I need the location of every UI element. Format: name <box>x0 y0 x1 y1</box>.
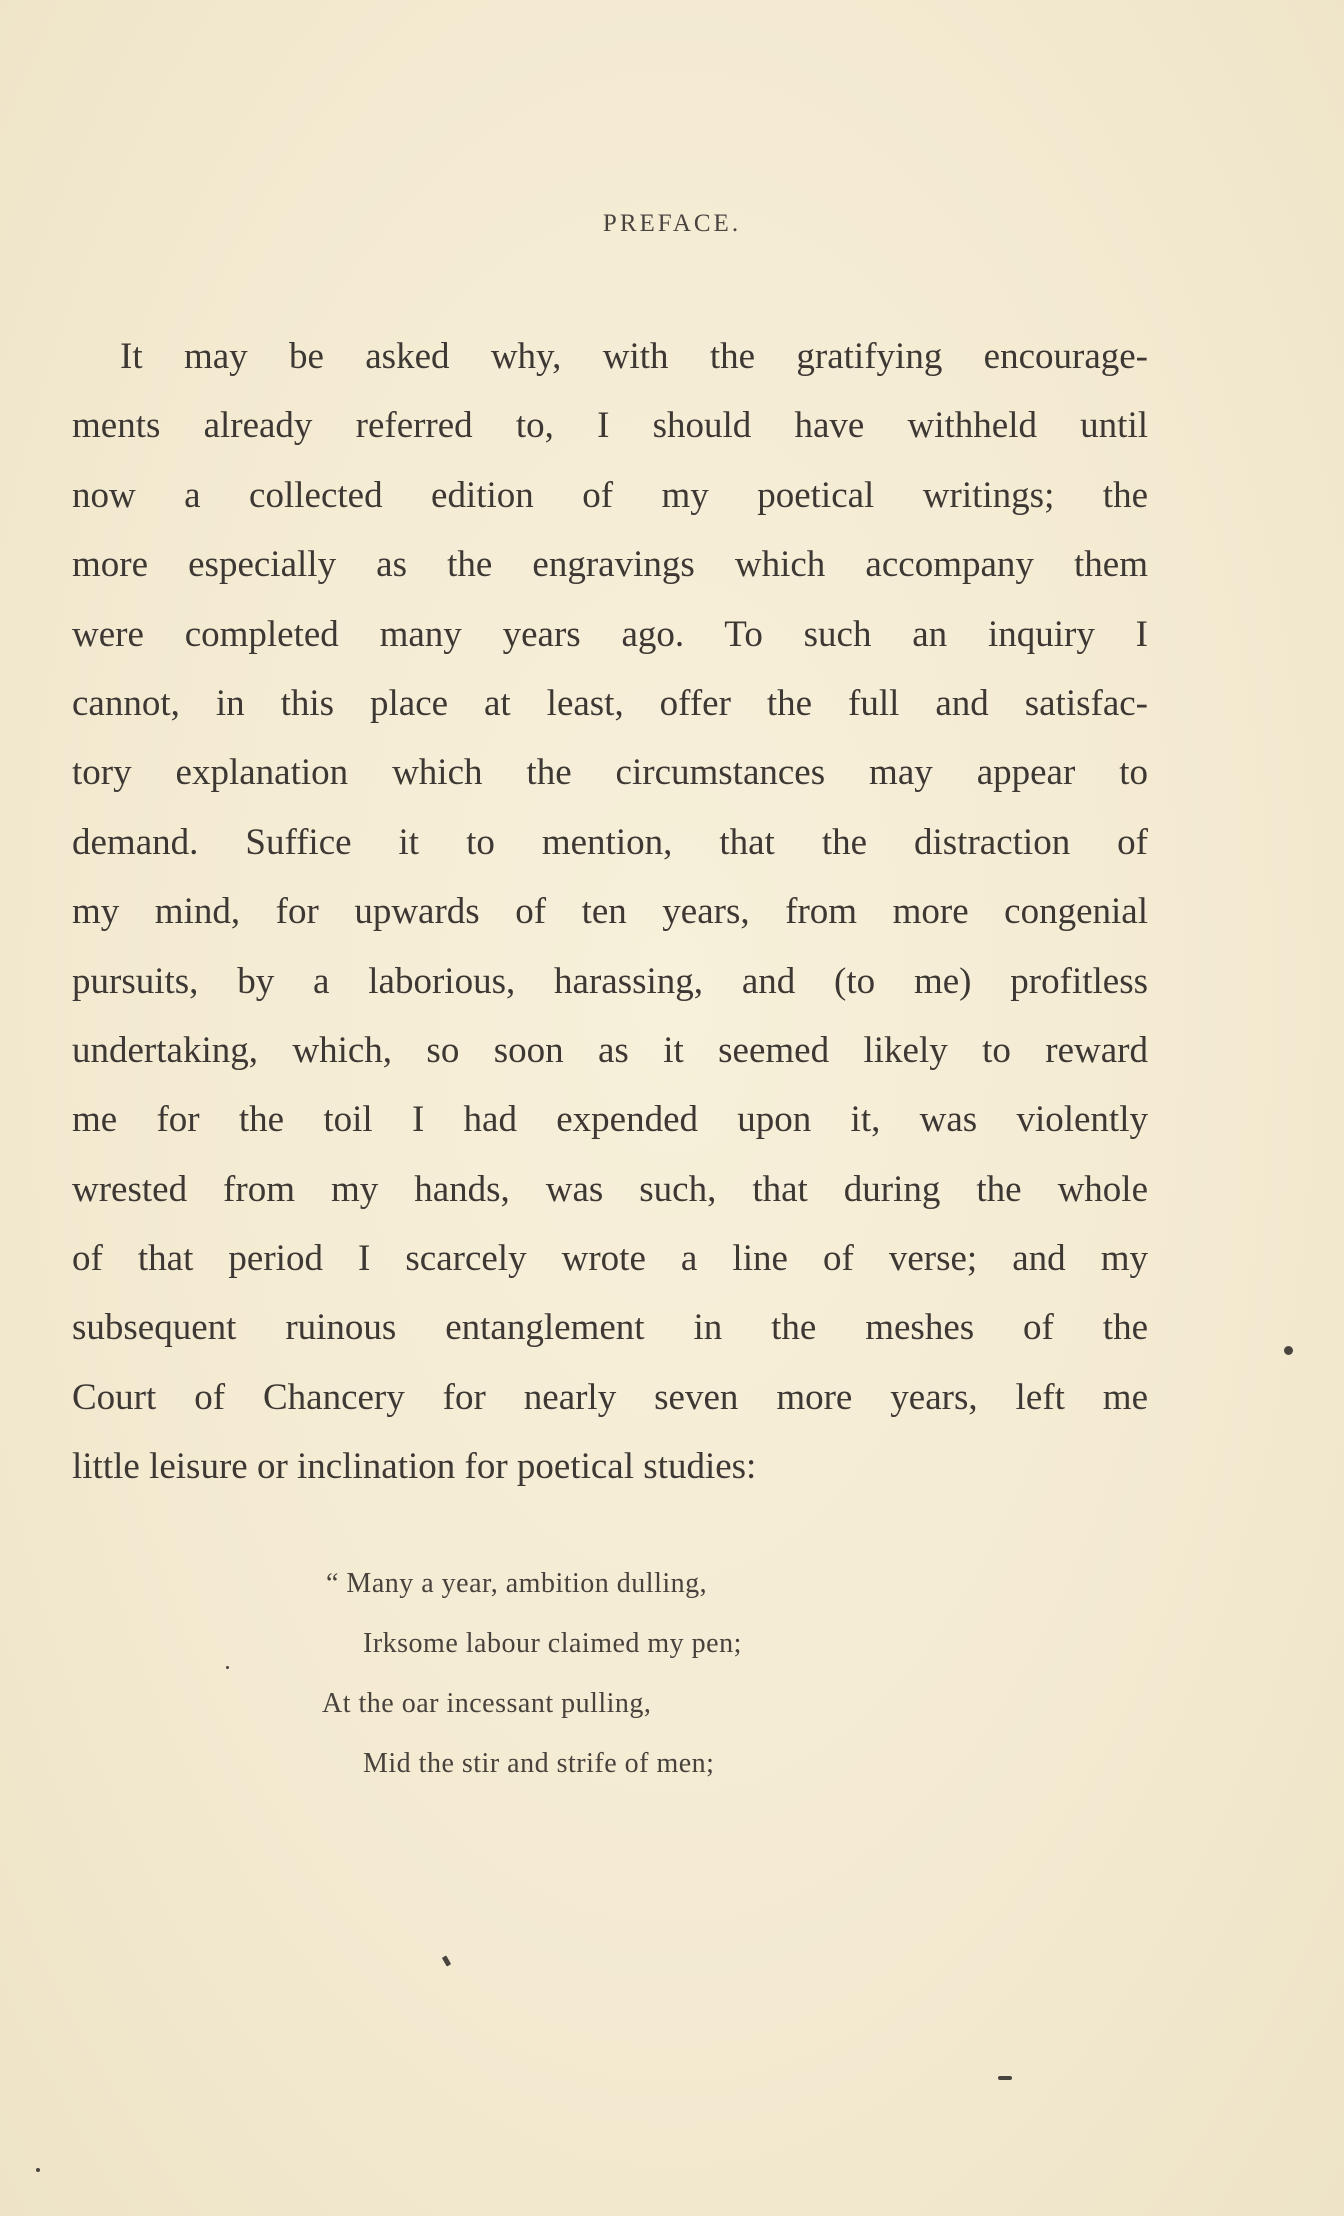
paragraph-line: my mind, for upwards of ten years, from more congenial <box>72 891 1148 933</box>
paragraph-line: cannot, in this place at least, offer the full and satisfac- <box>72 682 1148 724</box>
paragraph-line: of that period I scarcely wrote a line of verse; and my <box>72 1238 1148 1280</box>
page-heading: PREFACE. <box>602 210 742 237</box>
paragraph-line: It may be asked why, with the gratifying encourage- <box>120 336 1148 377</box>
paragraph-line: little leisure or inclination for poetical studies: <box>72 1446 757 1488</box>
ink-speck <box>36 2168 40 2172</box>
ink-speck <box>998 2076 1012 2080</box>
paragraph-line: me for the toil I had expended upon it, was violently <box>72 1099 1148 1141</box>
preface-paragraph <box>72 322 1148 1502</box>
paragraph-line: more especially as the engravings which accompany them <box>72 544 1148 586</box>
paragraph-line: ments already referred to, I should have withheld until <box>72 405 1148 447</box>
paragraph-line: now a collected edition of my poetical writings; the <box>72 474 1148 516</box>
verse-line: Mid the stir and strife of men; <box>363 1748 715 1779</box>
verse-line: At the oar incessant pulling, <box>322 1688 652 1719</box>
paragraph-line: undertaking, which, so soon as it seemed likely to reward <box>72 1029 1148 1071</box>
paragraph-line: wrested from my hands, was such, that during the whole <box>72 1168 1148 1210</box>
ink-speck <box>1284 1346 1293 1355</box>
ink-speck <box>226 1666 229 1669</box>
paragraph-line: were completed many years ago. To such an inquiry I <box>72 613 1148 655</box>
paragraph-line: Court of Chancery for nearly seven more years, left me <box>72 1376 1148 1418</box>
paragraph-line: tory explanation which the circumstances may appear to <box>72 752 1148 794</box>
paragraph-line: demand. Suffice it to mention, that the distraction of <box>72 821 1148 863</box>
paragraph-line: subsequent ruinous entanglement in the meshes of the <box>72 1307 1148 1349</box>
ink-speck <box>442 1955 451 1966</box>
verse-line: “ Many a year, ambition dulling, <box>326 1568 708 1599</box>
paragraph-line: pursuits, by a laborious, harassing, and (to me) profitless <box>72 960 1148 1002</box>
verse-line: Irksome labour claimed my pen; <box>363 1628 742 1659</box>
